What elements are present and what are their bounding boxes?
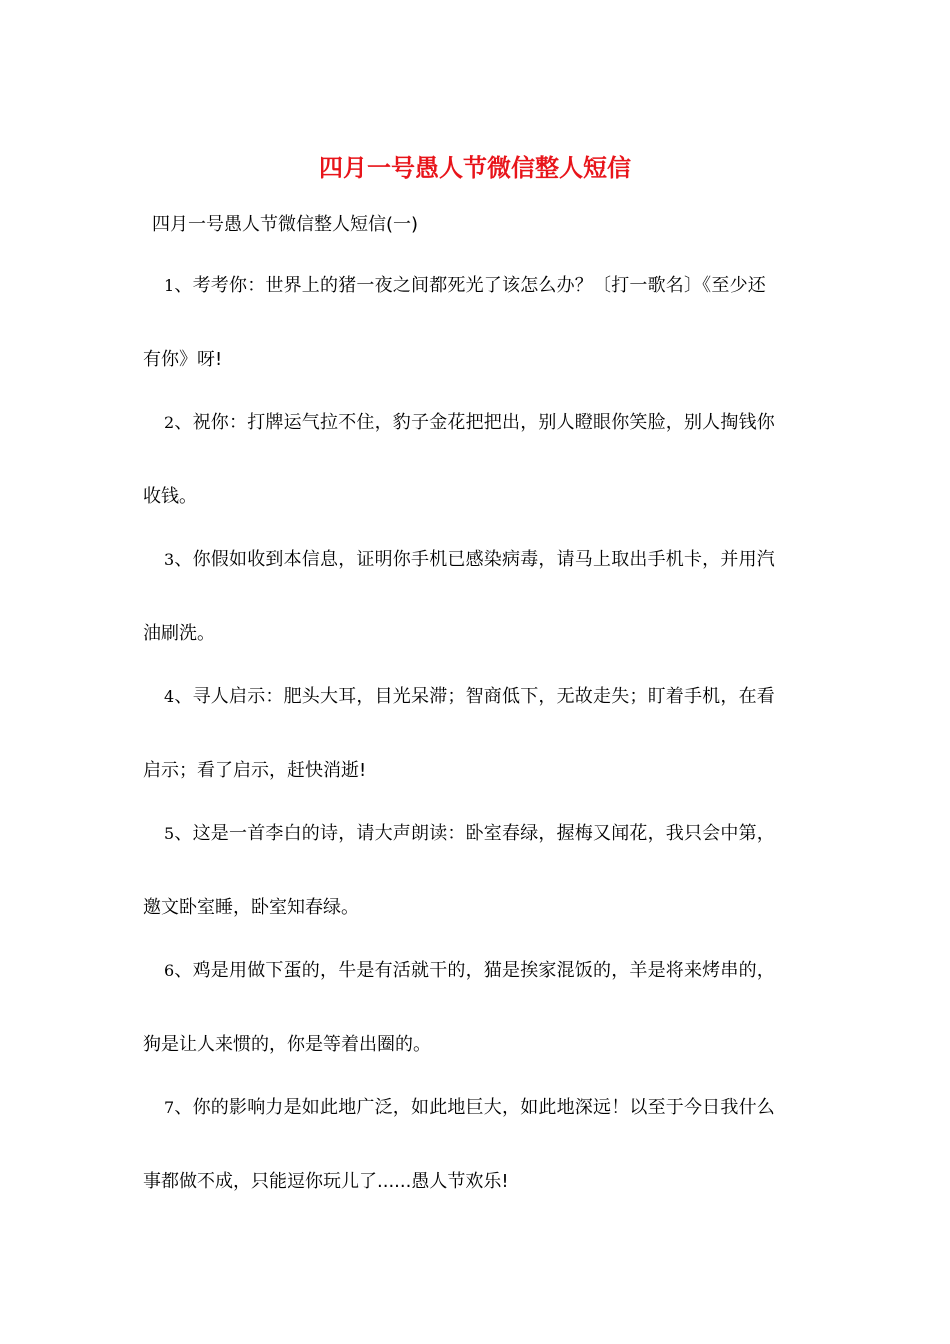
list-item (143, 273, 811, 373)
item-text-line1: 、这是一首李白的诗，请大声朗读：卧室春绿，握梅又闻花，我只会中第， (174, 823, 775, 844)
item-text-line2: 收钱。 (143, 486, 197, 507)
item-text-line1: 、寻人启示：肥头大耳，目光呆滞；智商低下，无故走失；盯着手机，在看 (174, 686, 775, 707)
item-text-line2: 启示；看了启示，赶快消逝! (143, 760, 367, 781)
item-text-line1: 、你假如收到本信息，证明你手机已感染病毒，请马上取出手机卡，并用汽 (174, 549, 775, 570)
item-number: 5 (164, 824, 175, 843)
item-text-line1: 、鸡是用做下蛋的，牛是有活就干的，猫是挨家混饭的，羊是将来烤串的， (174, 960, 775, 981)
item-text-line1: 、考考你：世界上的猪一夜之间都死光了该怎么办？〔打一歌名〕《至少还 (174, 275, 766, 296)
item-number: 1 (164, 276, 175, 295)
document-subtitle: 四月一号愚人节微信整人短信(一) (152, 214, 419, 235)
item-number: 4 (164, 687, 175, 706)
list-item (143, 1095, 811, 1195)
item-text-line2: 邀文卧室睡，卧室知春绿。 (143, 897, 359, 918)
item-number: 3 (164, 550, 175, 569)
document-title: 四月一号愚人节微信整人短信 (319, 153, 631, 182)
item-text-line2: 事都做不成，只能逗你玩儿了......愚人节欢乐! (143, 1171, 509, 1192)
list-item (143, 821, 811, 921)
list-item (143, 547, 811, 647)
item-number: 2 (164, 413, 175, 432)
item-text-line1: 、你的影响力是如此地广泛，如此地巨大，如此地深远！以至于今日我什么 (174, 1097, 775, 1118)
item-text-line2: 狗是让人来惯的，你是等着出圈的。 (143, 1034, 431, 1055)
item-text-line1: 、祝你：打牌运气拉不住，豹子金花把把出，别人瞪眼你笑脸，别人掏钱你 (174, 412, 775, 433)
item-text-line2: 油刷洗。 (143, 623, 215, 644)
item-number: 7 (164, 1098, 175, 1117)
list-item (143, 684, 811, 784)
item-number: 6 (164, 961, 175, 980)
list-item (143, 410, 811, 510)
list-item (143, 958, 811, 1058)
item-text-line2: 有你》呀! (143, 349, 223, 370)
